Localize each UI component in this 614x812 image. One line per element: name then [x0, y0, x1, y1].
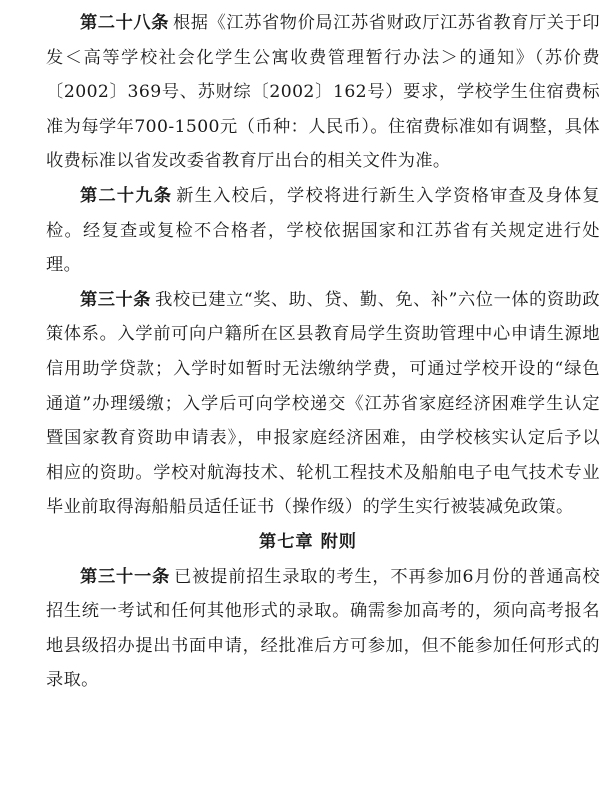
article-29-paragraph: [46, 179, 600, 283]
article-29-text: 新生入校后，学校将进行新生入学资格审查及身体复检。经复查或复检不合格者，学校依据国家和江苏省有关规定进行处理。: [46, 185, 600, 276]
article-29-heading: 第二十九条: [80, 185, 173, 206]
article-30-text: 我校已建立“奖、助、贷、勤、免、补”六位一体的资助政策体系。入学前可向户籍所在区县教育局学生资助管理中心申请生源地信用助学贷款；入学时如暂时无法缴纳学费，可通过学校开设的“绿色通道”办理缓缴；入学后可向学校递交《江苏省家庭经济困难学生认定暨国家教育资助申请表》，申报家庭经济困难，由学校核实认定后予以相应的资助。学校对航海技术、轮机工程技术及船舶电子电气技术专业毕业前取得海船船员适任证书（操作级）的学生实行被装减免政策。: [46, 289, 600, 518]
chapter-title: 第七章 附则: [259, 531, 357, 552]
article-30-paragraph: [46, 283, 600, 525]
article-31-text: 已被提前招生录取的考生，不再参加6月份的普通高校招生统一考试和任何其他形式的录取。确需参加高考的，须向高考报名地县级招办提出书面申请，经批准后方可参加，但不能参加任何形式的录取。: [46, 566, 600, 691]
article-28-heading: 第二十八条: [80, 13, 169, 33]
article-30-heading: 第三十条: [80, 289, 152, 310]
article-31-paragraph: [46, 560, 600, 698]
article-28-text: 根据《江苏省物价局江苏省财政厅江苏省教育厅关于印发＜高等学校社会化学生公寓收费管理暂行办法＞的通知》（苏价费〔2002〕369号、苏财综〔2002〕162号）要求，学校学生住宿费标准为每学年700-1500元（币种：人民币）。住宿费标准如有调整，具体收费标准以省发改委省教育厅出台的相关文件为准。: [46, 13, 600, 172]
article-28-paragraph: [46, 6, 600, 179]
article-31-heading: 第三十一条: [80, 566, 171, 587]
